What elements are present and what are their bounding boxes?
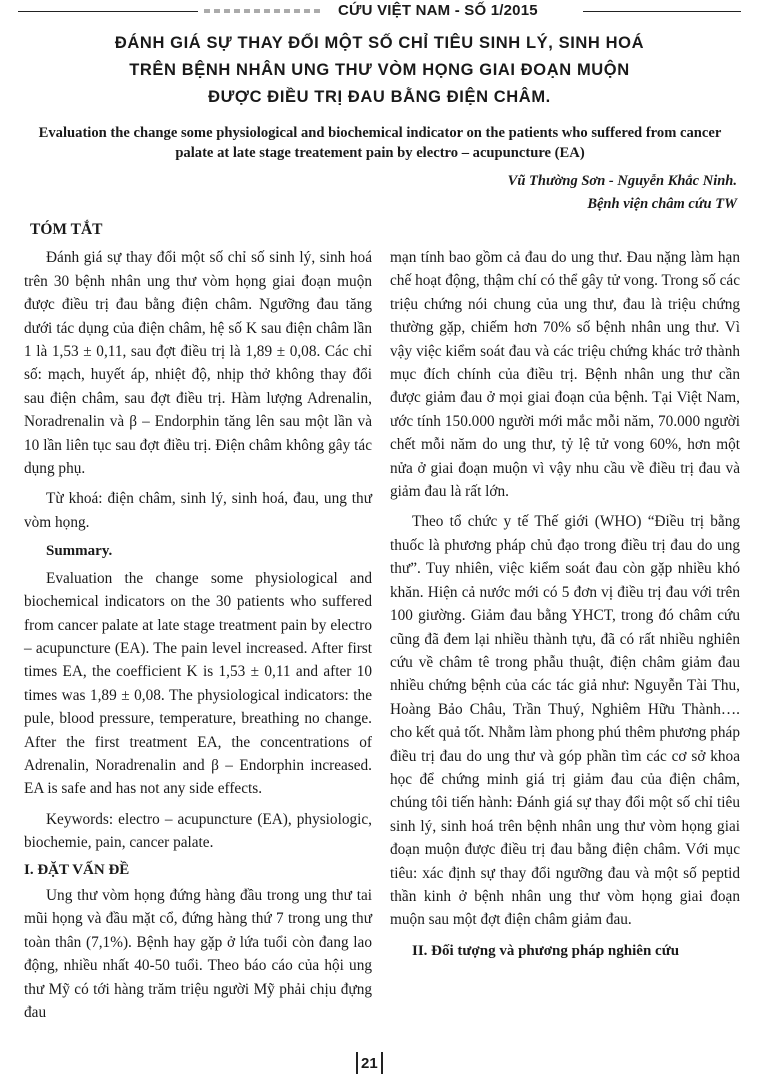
keywords-vn: Từ khoá: điện châm, sinh lý, sinh hoá, đau, ung thư vòm họng. bbox=[24, 490, 372, 531]
abstract-paragraph: Đánh giá sự thay đổi một số chỉ số sinh lý, sinh hoá trên 30 bệnh nhân ung thư vòm họng giai đoạn muộn được điều trị đau bằng điện châm. Ngưỡng đau tăng dưới tác dụng của điện châm, hệ số K sau điện châm lần 1 là 1,53 ± 0,11, sau đợt điều trị là 1,89 ± 0,08. Các chỉ số: mạch, huyết áp, nhiệt độ, nhịp thở không thay đổi sau điện châm, sau đợt điều trị. Hàm lượng Adrenalin, Noradrenalin và β – Endorphin tăng lên sau một lần và 10 lần liên tục sau đợt điều trị. Điện châm không gây tác dụng phụ. bbox=[24, 249, 372, 478]
title-line-2: TRÊN BỆNH NHÂN UNG THƯ VÒM HỌNG GIAI ĐOẠN MUỘN bbox=[129, 61, 630, 79]
section-1-heading: I. ĐẶT VẤN ĐỀ bbox=[24, 861, 130, 878]
right-column bbox=[390, 246, 740, 963]
affiliation: Bệnh viện châm cứu TW bbox=[587, 196, 737, 212]
title-line-3: ĐƯỢC ĐIỀU TRỊ ĐAU BẰNG ĐIỆN CHÂM. bbox=[208, 88, 551, 106]
article-title-en: Evaluation the change some physiological and biochemical indicator on the patients who suffered from cancer palate at late stage treatement pain by electro – acupuncture (EA) bbox=[38, 125, 722, 161]
page-number-bar-right bbox=[381, 1052, 383, 1074]
keywords-en: Keywords: electro – acupuncture (EA), physiologic, biochemie, pain, cancer palate. bbox=[24, 810, 372, 852]
header-rule-left bbox=[18, 11, 198, 12]
abstract-heading: TÓM TẮT bbox=[30, 221, 103, 238]
article-title-vn bbox=[0, 30, 759, 111]
journal-header: CỨU VIỆT NAM - SỐ 1/2015 bbox=[338, 2, 538, 19]
page-number-bar-left bbox=[356, 1052, 358, 1074]
summary-paragraph: Evaluation the change some physiological and biochemical indicators on the 30 patients who suffered from cancer palate at late stage treatment pain by electro – acupuncture (EA). The pain level increased. After first times EA, the coefficient K is 1,53 ± 0,11 and after 10 times was 1,89 ± 0,08. The physiological indicators: the pule, blood pressure, temperature, breathing no change. After the first treatment EA, the concentrations of Adrenalin, Noradrenalin and β – Endorphin increased. EA is safe and has not any side effects. bbox=[24, 569, 372, 798]
left-column bbox=[24, 218, 372, 1024]
section-2-heading: II. Đối tượng và phương pháp nghiên cứu bbox=[412, 942, 680, 959]
who-paragraph: Theo tổ chức y tế Thế giới (WHO) “Điều trị bằng thuốc là phương pháp chủ đạo trong điều trị đau do ung thư”. Tuy nhiên, việc kiểm soát đau còn gặp nhiều khó khăn. Hiện cả nước mới có 5 đơn vị điều trị đau với trên 100 giường. Giảm đau bằng YHCT, trong đó châm cứu cũng đã đem lại nhiều thành tựu, đã có rất nhiều nghiên cứu về châm tê trong phẫu thuật, điện châm giảm đau nhiều chứng bệnh của các tác giả như: Nguyễn Tài Thu, Hoàng Bảo Châu, Trần Thuý, Nghiêm Hữu Thành…. cho kết quả tốt. Nhằm làm phong phú thêm phương pháp điều trị đau do ung thư và góp phần tìm các cơ sở khoa học để chứng minh giá trị giảm đau của điện châm, chúng tôi tiến hành: Đánh giá sự thay đổi một số chỉ tiêu sinh lý, sinh hoá trên bệnh nhân ung thư vòm họng giai đoạn muộn được điều trị đau bằng điện châm. Với mục tiêu: xác định sự thay đổi ngưỡng đau và một số peptid thần kinh ở bệnh nhân ung thư vòm họng giai đoạn muộn sau một đợt điện châm giảm đau. bbox=[390, 513, 740, 929]
page-number bbox=[356, 1052, 383, 1074]
page-number-value: 21 bbox=[361, 1054, 378, 1072]
continued-paragraph: mạn tính bao gồm cả đau do ung thư. Đau nặng làm hạn chế hoạt động, thậm chí có thể gây tử vong. Trong số các triệu chứng nói chung của ung thư, đau là triệu chứng thường gặp, chiếm hơn 70% số bệnh nhân ung thư. Vì vậy việc kiểm soát đau và các triệu chứng khác trở thành mục đích chính của điều trị. Bệnh nhân ung thư cần được giảm đau ở mọi giai đoạn của bệnh. Tại Việt Nam, ước tính 150.000 người mới mắc mỗi năm, 70.000 người chết mỗi năm do ung thư, tỷ lệ tử vong 60%, hơn một nửa ở giai đoạn muộn vì vậy nhu cầu về điều trị đau và giảm đau là rất lớn. bbox=[390, 249, 740, 501]
header-rule-right bbox=[583, 11, 741, 12]
summary-heading: Summary. bbox=[46, 543, 113, 560]
authors: Vũ Thường Sơn - Nguyễn Khắc Ninh. bbox=[507, 173, 737, 189]
title-line-1: ĐÁNH GIÁ SỰ THAY ĐỔI MỘT SỐ CHỈ TIÊU SINH LÝ, SINH HOÁ bbox=[114, 34, 645, 52]
running-header bbox=[18, 0, 741, 22]
author-block bbox=[508, 170, 737, 216]
section-1-paragraph: Ung thư vòm họng đứng hàng đầu trong ung thư tai mũi họng và đầu mặt cổ, đứng hàng thứ 7 trong ung thư toàn thân (7,1%). Bệnh hay gặp ở lứa tuổi còn đang lao động, nhiều nhất 40-50 tuổi. Theo báo cáo của hội ung thư Mỹ có tới hàng trăm triệu người Mỹ phải chịu đựng đau bbox=[24, 886, 372, 1021]
header-faded-text bbox=[204, 9, 324, 13]
